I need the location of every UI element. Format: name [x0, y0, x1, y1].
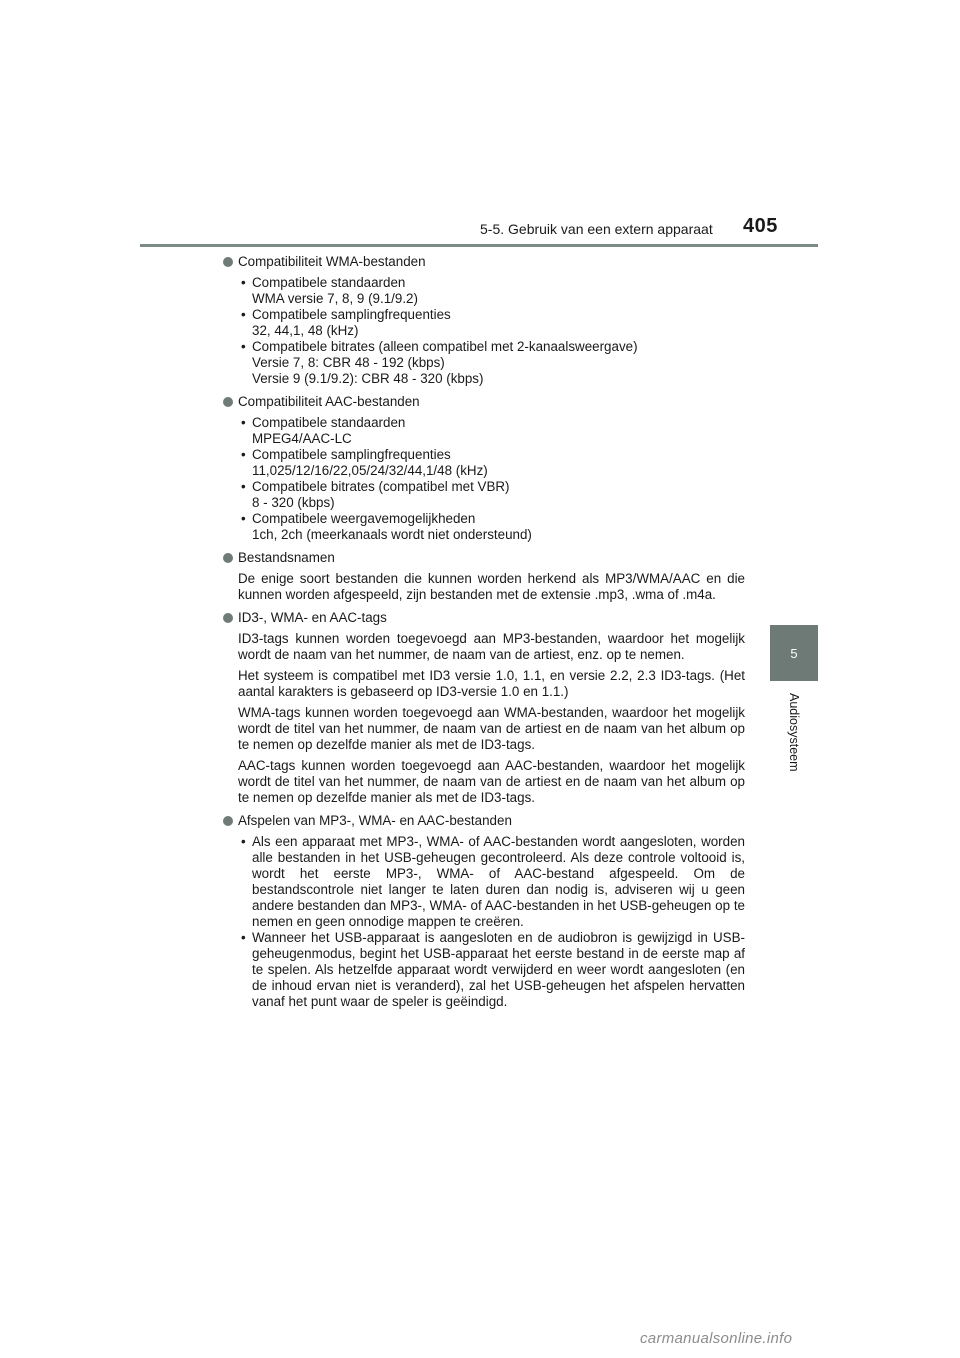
list-item-line: Compatibele bitrates (compatibel met VBR)	[252, 479, 510, 494]
bullet-mark: •	[241, 834, 246, 849]
list-item-line: Versie 9 (9.1/9.2): CBR 48 - 320 (kbps)	[252, 371, 484, 386]
bullet-mark: •	[241, 479, 246, 494]
section	[222, 550, 745, 603]
bullet-mark: •	[241, 930, 246, 945]
page-content	[222, 254, 745, 1017]
list-item-line: Compatibele samplingfrequenties	[252, 307, 451, 322]
list-item-line: MPEG4/AAC-LC	[252, 431, 352, 446]
paragraph: WMA-tags kunnen worden toegevoegd aan WMA-bestanden, waardoor het mogelijk wordt de titel van het nummer, de naam van de artiest en de naam van het album op te nemen op dezelfde manier als met de ID3-tags.	[238, 705, 745, 752]
list-item-line: Compatibele samplingfrequenties	[252, 447, 451, 462]
section-heading-text: Compatibiliteit AAC-bestanden	[238, 394, 420, 409]
chapter-tab-label: Audiosysteem	[787, 693, 801, 772]
header-divider	[140, 244, 818, 247]
section-heading	[222, 610, 745, 626]
section-heading	[222, 813, 745, 829]
list-item-line: Compatibele standaarden	[252, 415, 406, 430]
watermark: carmanualsonline.info	[640, 1330, 793, 1347]
bullet-dot-icon	[223, 613, 233, 623]
bullet-dot-icon	[223, 397, 233, 407]
sub-item-list	[222, 275, 745, 387]
list-item	[222, 834, 745, 930]
bullet-mark: •	[241, 307, 246, 322]
list-item	[222, 447, 745, 479]
list-item-line: Wanneer het USB-apparaat is aangesloten en de audiobron is gewijzigd in USB-geheugenmodus, begint het USB-apparaat het eerste bestand in de eerste map af te spelen. Als hetzelfde apparaat wordt verwijderd en weer wordt aangesloten (en de inhoud ervan niet is veranderd), zal het USB-geheugen het afspelen hervatten vanaf het punt waar de speler is geëindigd.	[252, 930, 745, 1009]
bullet-mark: •	[241, 339, 246, 354]
list-item-line: Compatibele weergavemogelijkheden	[252, 511, 476, 526]
section	[222, 813, 745, 1010]
list-item-line: Versie 7, 8: CBR 48 - 192 (kbps)	[252, 355, 445, 370]
section-heading-text: Afspelen van MP3-, WMA- en AAC-bestanden	[238, 813, 512, 828]
list-item-line: Compatibele bitrates (alleen compatibel met 2-kanaalsweergave)	[252, 339, 638, 354]
section-heading	[222, 394, 745, 410]
section-title: 5-5. Gebruik van een extern apparaat	[480, 221, 713, 237]
bullet-dot-icon	[223, 257, 233, 267]
list-item	[222, 339, 745, 387]
section	[222, 610, 745, 806]
sub-item-list	[222, 834, 745, 1010]
paragraph: De enige soort bestanden die kunnen worden herkend als MP3/WMA/AAC en die kunnen worden afgespeeld, zijn bestanden met de extensie .mp3, .wma of .m4a.	[238, 571, 745, 602]
bullet-mark: •	[241, 511, 246, 526]
section-heading	[222, 254, 745, 270]
section	[222, 394, 745, 543]
section-heading-text: Compatibiliteit WMA-bestanden	[238, 254, 426, 269]
list-item	[222, 930, 745, 1010]
bullet-dot-icon	[223, 553, 233, 563]
section	[222, 254, 745, 387]
list-item-line: 1ch, 2ch (meerkanaals wordt niet ondersteund)	[252, 527, 532, 542]
list-item	[222, 479, 745, 511]
sub-item-list	[222, 415, 745, 543]
paragraph: ID3-tags kunnen worden toegevoegd aan MP3-bestanden, waardoor het mogelijk wordt de naam van het nummer, de naam van de artiest, enz. op te nemen.	[238, 631, 745, 662]
page-number: 405	[743, 215, 778, 237]
bullet-dot-icon	[223, 816, 233, 826]
list-item-line: 32, 44,1, 48 (kHz)	[252, 323, 359, 338]
chapter-tab-number: 5	[770, 625, 818, 681]
bullet-mark: •	[241, 415, 246, 430]
section-heading-text: Bestandsnamen	[238, 550, 335, 565]
list-item-line: 8 - 320 (kbps)	[252, 495, 335, 510]
section-heading-text: ID3-, WMA- en AAC-tags	[238, 610, 387, 625]
list-item	[222, 415, 745, 447]
list-item-line: 11,025/12/16/22,05/24/32/44,1/48 (kHz)	[252, 463, 488, 478]
list-item-line: Als een apparaat met MP3-, WMA- of AAC-bestanden wordt aangesloten, worden alle bestanden in het USB-geheugen gecontroleerd. Als deze controle voltooid is, wordt het eerste MP3-, WMA- of AAC-bestand afgespeeld. Om de bestandscontrole niet langer te laten duren dan nodig is, adviseren wij u geen andere bestanden dan MP3-, WMA- of AAC-bestanden in het USB-geheugen op te nemen en geen onnodige mappen te creëren.	[252, 834, 745, 929]
paragraph: Het systeem is compatibel met ID3 versie 1.0, 1.1, en versie 2.2, 2.3 ID3-tags. (Het aantal karakters is gebaseerd op ID3-versie 1.0 en 1.1.)	[238, 668, 745, 699]
bullet-mark: •	[241, 275, 246, 290]
list-item-line: WMA versie 7, 8, 9 (9.1/9.2)	[252, 291, 418, 306]
paragraph: AAC-tags kunnen worden toegevoegd aan AAC-bestanden, waardoor het mogelijk wordt de titel van het nummer, de naam van de artiest en de naam van het album op te nemen op dezelfde manier als met de ID3-tags.	[238, 758, 745, 805]
list-item	[222, 511, 745, 543]
section-heading	[222, 550, 745, 566]
list-item	[222, 307, 745, 339]
chapter-tab	[770, 681, 818, 841]
list-item-line: Compatibele standaarden	[252, 275, 406, 290]
bullet-mark: •	[241, 447, 246, 462]
list-item	[222, 275, 745, 307]
